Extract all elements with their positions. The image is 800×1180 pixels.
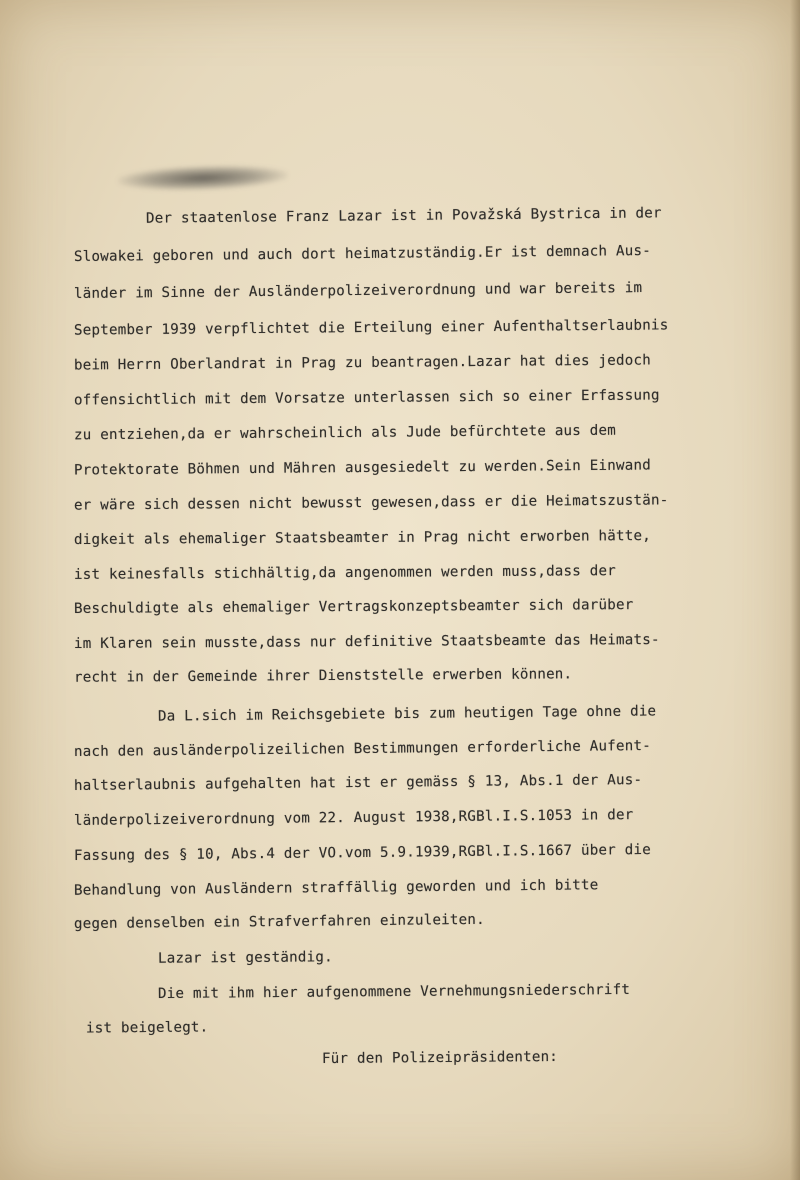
text-line: Da L.sich im Reichsgebiete bis zum heutigen Tage ohne die (157, 703, 657, 725)
text-line: Fassung des § 10, Abs.4 der VO.vom 5.9.1939,RGBl.I.S.1667 über die (73, 841, 652, 865)
text-line: Slowakei geboren und auch dort heimatzuständig.Er ist demnach Aus- (73, 242, 652, 266)
text-line: ist keinesfalls stichhältig,da angenommen werden muss,dass der (73, 563, 617, 583)
text-line: Beschuldigte als ehemaliger Vertragskonzeptsbeamter sich darüber (73, 597, 634, 617)
text-line: er wäre sich dessen nicht bewusst gewesen,dass er die Heimatszustän- (73, 492, 669, 514)
text-line: länder im Sinne der Ausländerpolizeiverordnung und war bereits im (73, 280, 643, 302)
text-line: Die mit ihm hier aufgenommene Vernehmungsniederschrift (157, 981, 631, 1003)
text-line: haltserlaubnis aufgehalten hat ist er gemäss § 13, Abs.1 der Aus- (73, 772, 643, 794)
text-line: länderpolizeiverordnung vom 22. August 1938,RGBl.I.S.1053 in der (73, 807, 634, 829)
text-line: digkeit als ehemaliger Staatsbeamter in Prag nicht erworben hätte, (73, 527, 652, 549)
text-line: Der staatenlose Franz Lazar ist in Považská Bystrica in der (145, 205, 662, 227)
text-line: Lazar ist geständig. (157, 949, 333, 967)
text-line: nach den ausländerpolizeilichen Bestimmungen erforderliche Aufent- (73, 737, 652, 761)
signature-closing: Für den Polizeipräsidenten: (321, 1048, 559, 1068)
text-line: beim Herrn Oberlandrat in Prag zu beantragen.Lazar hat dies jedoch (73, 352, 652, 374)
text-line: im Klaren sein musste,dass nur definitive Staatsbeamte das Heimats- (73, 631, 660, 653)
text-line: recht in der Gemeinde ihrer Dienststelle erwerben können. (73, 666, 573, 686)
text-line: September 1939 verpflichtet die Erteilung einer Aufenthaltserlaubnis (73, 317, 669, 339)
text-line: offensichtlich mit dem Vorsatze unterlassen sich so einer Erfassung (73, 387, 660, 409)
text-line: zu entziehen,da er wahrscheinlich als Jude befürchtete aus dem (73, 422, 617, 444)
text-line: Protektorate Böhmen und Mähren ausgesiedelt zu werden.Sein Einwand (73, 457, 652, 479)
text-line: gegen denselben ein Strafverfahren einzuleiten. (73, 911, 485, 933)
text-line: ist beigelegt. (85, 1019, 209, 1037)
text-line: Behandlung von Ausländern straffällig geworden und ich bitte (73, 877, 599, 899)
